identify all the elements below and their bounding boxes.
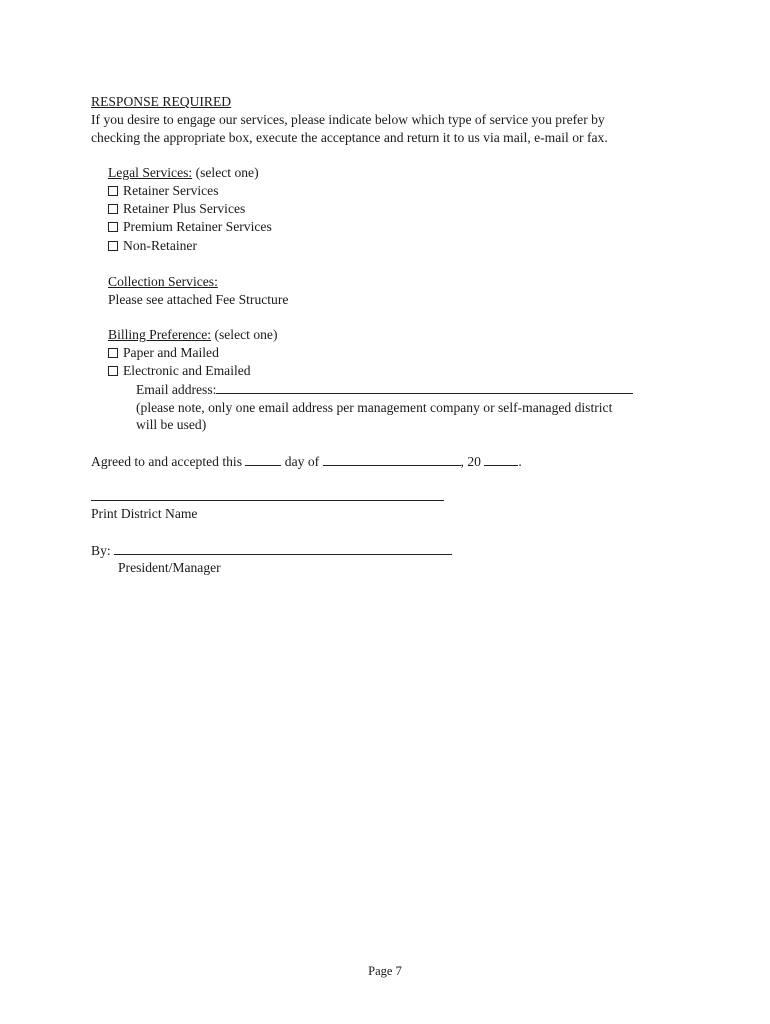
legal-option-premium-retainer[interactable] <box>108 218 272 236</box>
president-manager-label: President/Manager <box>118 560 221 575</box>
intro-line-2: checking the appropriate box, execute the acceptance and return it to us via mail, e-mail or fax. <box>91 130 608 145</box>
legal-option-non-retainer[interactable] <box>108 237 197 255</box>
billing-preference-heading <box>108 326 278 344</box>
checkbox-icon[interactable] <box>108 241 118 251</box>
option-label: Paper and Mailed <box>123 345 219 360</box>
by-signature-row <box>91 541 452 560</box>
print-district-name-label: Print District Name <box>91 506 198 521</box>
month-field[interactable] <box>323 452 461 466</box>
agreement-text-1: Agreed to and accepted this <box>91 454 246 469</box>
checkbox-icon[interactable] <box>108 348 118 358</box>
signature-field[interactable] <box>114 541 452 555</box>
agreement-text-2: day of <box>281 454 323 469</box>
legal-option-retainer[interactable] <box>108 182 219 200</box>
legal-option-retainer-plus[interactable] <box>108 200 245 218</box>
option-label: Retainer Plus Services <box>123 201 246 216</box>
checkbox-icon[interactable] <box>108 186 118 196</box>
district-name-line[interactable] <box>91 500 444 501</box>
day-field[interactable] <box>245 452 281 466</box>
option-label: Electronic and Emailed <box>123 363 251 378</box>
legal-services-title: Legal Services: <box>108 165 193 180</box>
page-number: Page 7 <box>368 964 402 978</box>
option-label: Non-Retainer <box>123 238 197 253</box>
collection-services-title: Collection Services: <box>108 274 218 289</box>
by-label: By: <box>91 543 115 558</box>
email-note-line-2: will be used) <box>136 417 207 432</box>
option-label: Retainer Services <box>123 183 219 198</box>
collection-services-text: Please see attached Fee Structure <box>108 292 289 307</box>
billing-option-paper[interactable] <box>108 344 219 362</box>
agreement-text-3: , 20 <box>460 454 485 469</box>
option-label: Premium Retainer Services <box>123 219 272 234</box>
agreement-text-4: . <box>518 454 522 469</box>
email-note-line-1: (please note, only one email address per management company or self-managed district <box>136 400 613 415</box>
checkbox-icon[interactable] <box>108 222 118 232</box>
checkbox-icon[interactable] <box>108 366 118 376</box>
email-address-field[interactable] <box>216 380 633 394</box>
agreement-line <box>91 452 522 471</box>
billing-preference-title: Billing Preference: <box>108 327 212 342</box>
email-address-row <box>136 380 633 399</box>
legal-services-note: (select one) <box>192 165 259 180</box>
intro-line-1: If you desire to engage our services, please indicate below which type of service you prefer by <box>91 112 605 127</box>
billing-option-electronic[interactable] <box>108 362 251 380</box>
year-field[interactable] <box>484 452 518 466</box>
email-address-label: Email address: <box>136 382 217 397</box>
billing-preference-note: (select one) <box>211 327 278 342</box>
checkbox-icon[interactable] <box>108 204 118 214</box>
response-required-heading: RESPONSE REQUIRED <box>91 94 232 109</box>
legal-services-heading <box>108 164 259 182</box>
